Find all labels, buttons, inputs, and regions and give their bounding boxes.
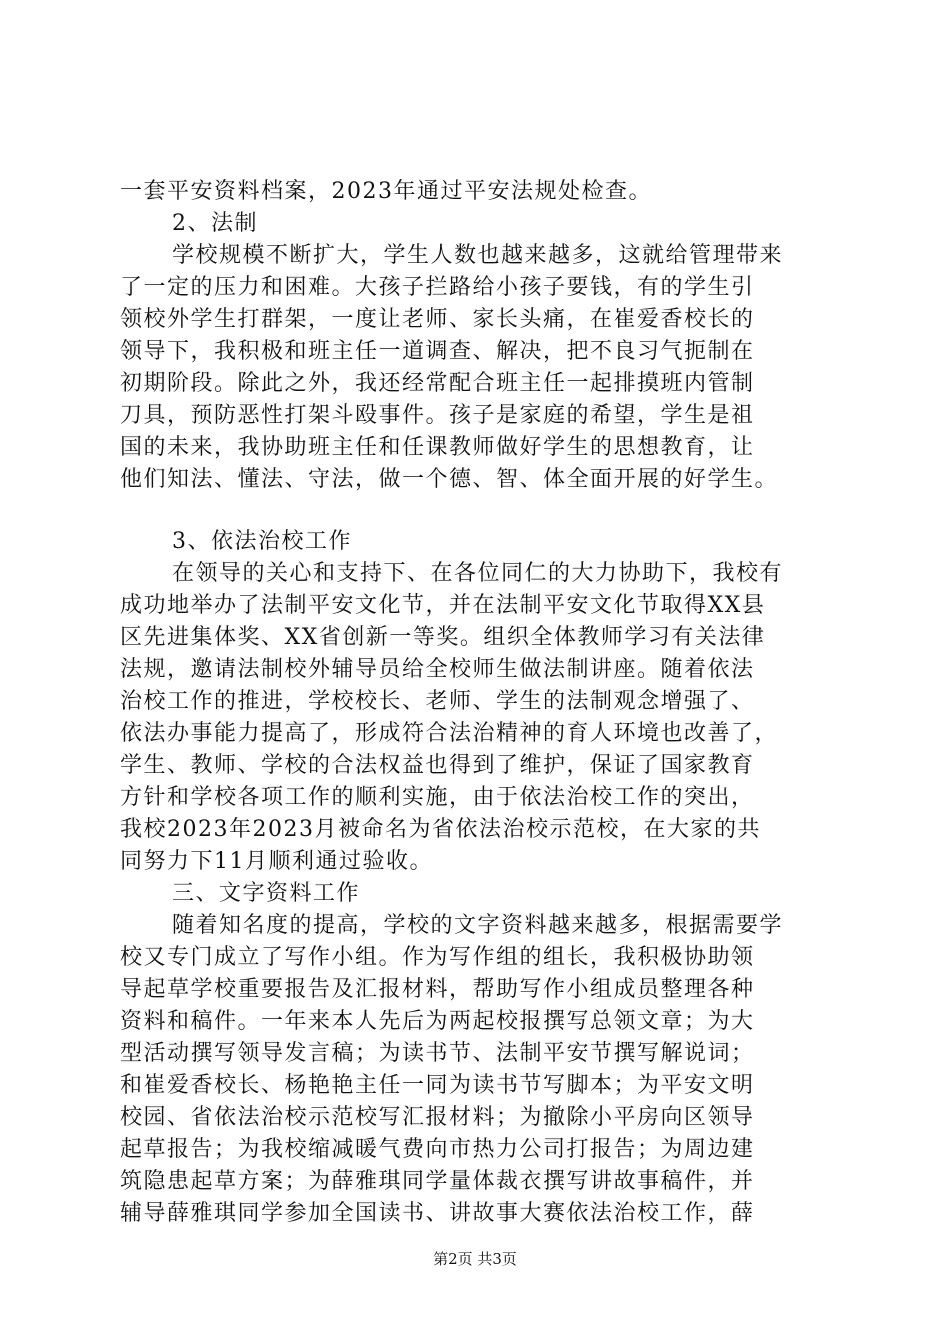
text-line: 了一定的压力和困难。大孩子拦路给小孩子要钱，有的学生引	[120, 275, 755, 300]
text-line: 国的未来，我协助班主任和任课教师做好学生的思想教育，让	[120, 435, 755, 460]
text-line: 依法办事能力提高了，形成符合法治精神的育人环境也改善了，	[120, 721, 779, 746]
text-line: 治校工作的推进，学校校长、老师、学生的法制观念增强了、	[120, 689, 755, 714]
text-line: 区先进集体奖、XX省创新一等奖。组织全体教师学习有关法律	[120, 625, 766, 650]
text-line: 导起草学校重要报告及汇报材料，帮助写作小组成员整理各种	[120, 977, 755, 1002]
text-line: 刀具，预防恶性打架斗殴事件。孩子是家庭的希望，学生是祖	[120, 403, 755, 428]
text-line: 一套平安资料档案，2023年通过平安法规处检查。	[120, 179, 652, 204]
document-body	[120, 176, 840, 1230]
text-line: 三、文字资料工作	[172, 881, 361, 906]
text-line: 随着知名度的提高，学校的文字资料越来越多，根据需要学	[172, 913, 784, 938]
text-line: 校园、省依法治校示范校写汇报材料；为撤除小平房向区领导	[120, 1105, 755, 1130]
text-line: 学生、教师、学校的合法权益也得到了维护，保证了国家教育	[120, 753, 755, 778]
text-line: 起草报告；为我校缩减暖气费向市热力公司打报告；为周边建	[120, 1137, 755, 1162]
text-line: 校又专门成立了写作小组。作为写作组的组长，我积极协助领	[120, 945, 755, 970]
text-line: 领导下，我积极和班主任一道调查、解决，把不良习气扼制在	[120, 339, 755, 364]
text-line: 学校规模不断扩大，学生人数也越来越多，这就给管理带来	[172, 243, 784, 268]
page-footer: 第2页 共3页	[433, 1250, 517, 1268]
text-line: 方针和学校各项工作的顺利实施，由于依法治校工作的突出，	[120, 785, 755, 810]
text-line: 他们知法、懂法、守法，做一个德、智、体全面开展的好学生。	[120, 467, 779, 492]
text-line: 型活动撰写领导发言稿；为读书节、法制平安节撰写解说词；	[120, 1041, 755, 1066]
text-line: 2、法制	[172, 211, 258, 236]
text-line: 成功地举办了法制平安文化节，并在法制平安文化节取得XX县	[120, 593, 766, 618]
text-line: 在领导的关心和支持下、在各位同仁的大力协助下，我校有	[172, 561, 784, 586]
text-line: 和崔爱香校长、杨艳艳主任一同为读书节写脚本；为平安文明	[120, 1073, 755, 1098]
text-line: 初期阶段。除此之外，我还经常配合班主任一起排摸班内管制	[120, 371, 755, 396]
text-line: 筑隐患起草方案；为薛雅琪同学量体裁衣撰写讲故事稿件，并	[120, 1169, 755, 1194]
text-line: 辅导薛雅琪同学参加全国读书、讲故事大赛依法治校工作，薛	[120, 1201, 755, 1226]
text-line: 我校2023年2023月被命名为省依法治校示范校，在大家的共	[120, 817, 761, 842]
text-line: 3、依法治校工作	[172, 529, 352, 554]
text-line: 领校外学生打群架，一度让老师、家长头痛，在崔爱香校长的	[120, 307, 755, 332]
text-line: 同努力下11月顺利通过验收。	[120, 849, 433, 874]
text-line: 资料和稿件。一年来本人先后为两起校报撰写总领文章；为大	[120, 1009, 755, 1034]
text-line: 法规，邀请法制校外辅导员给全校师生做法制讲座。随着依法	[120, 657, 755, 682]
